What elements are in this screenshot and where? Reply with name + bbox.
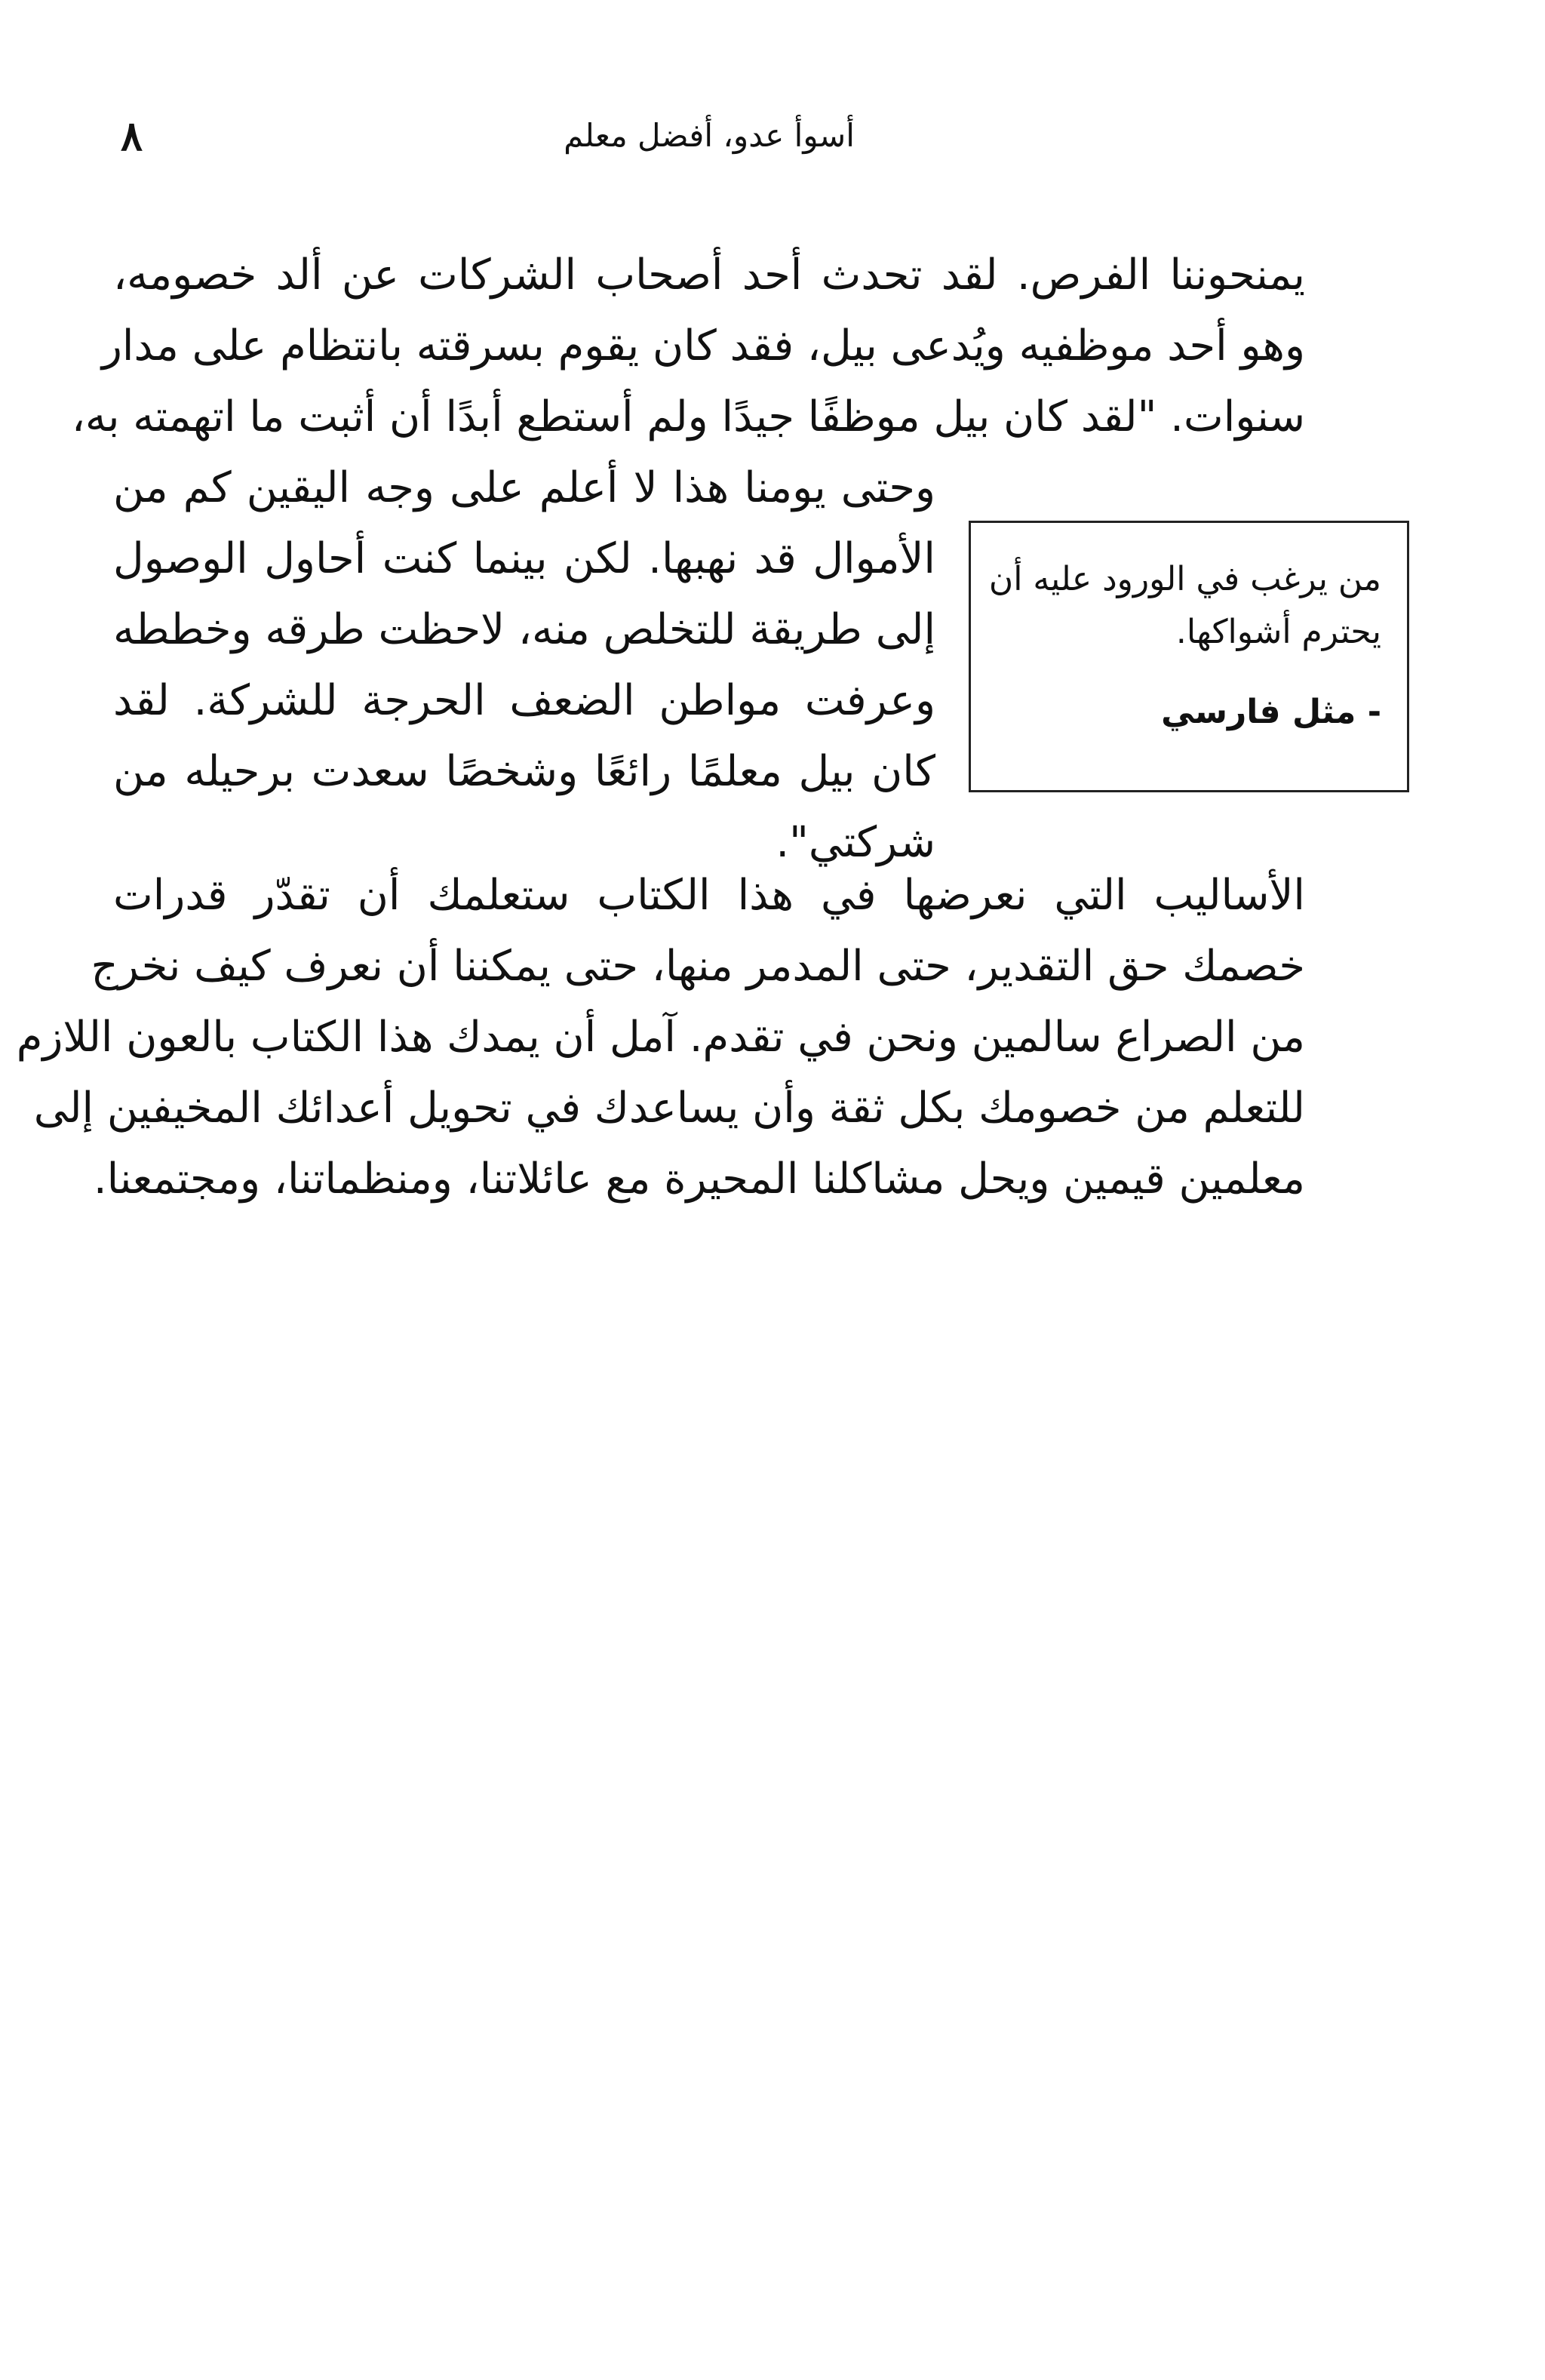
text-line: للتعلم من خصومك بكل ثقة وأن يساعدك في تحويل أعدائك المخيفين إلى: [33, 1084, 1305, 1133]
text-line: شركتي".: [776, 818, 935, 867]
text-line: وحتى يومنا هذا لا أعلم على وجه اليقين كم من: [113, 463, 935, 512]
text-line: سنوات. "لقد كان بيل موظفًا جيدًا ولم أستطع أبدًا أن أثبت ما اتهمته به،: [71, 392, 1305, 441]
epigraph-source: - مثل فارسي: [1161, 693, 1381, 731]
text-line: الأموال قد نهبها. لكن بينما كنت أحاول الوصول: [113, 534, 935, 583]
epigraph-box: [969, 521, 1409, 792]
text-line: إلى طريقة للتخلص منه، لاحظت طرقه وخططه: [113, 605, 935, 654]
text-line: يمنحوننا الفرص. لقد تحدث أحد أصحاب الشركات عن ألد خصومه،: [113, 251, 1305, 300]
epigraph-line: من يرغب في الورود عليه أن: [988, 560, 1381, 598]
paragraph-2: [113, 453, 935, 878]
text-line: معلمين قيمين ويحل مشاكلنا المحيرة مع عائلاتنا، ومنظماتنا، ومجتمعنا.: [93, 1155, 1305, 1204]
page-number: ٨: [121, 112, 143, 160]
paragraph-3: [16, 860, 1305, 1215]
paragraph-1: [71, 240, 1305, 453]
text-line: من الصراع سالمين ونحن في تقدم. آمل أن يمدك هذا الكتاب بالعون اللازم: [16, 1013, 1305, 1062]
text-line: كان بيل معلمًا رائعًا وشخصًا سعدت برحيله من: [113, 747, 935, 796]
text-line: وهو أحد موظفيه ويُدعى بيل، فقد كان يقوم بسرقته بانتظام على مدار: [101, 321, 1305, 371]
text-line: وعرفت مواطن الضعف الحرجة للشركة. لقد: [113, 676, 935, 725]
epigraph-line: يحترم أشواكها.: [1175, 613, 1381, 651]
running-title: أسوأ عدو، أفضل معلم: [564, 117, 855, 154]
text-line: خصمك حق التقدير، حتى المدمر منها، حتى يمكننا أن نعرف كيف نخرج: [91, 942, 1305, 991]
page-header: [113, 106, 1305, 174]
text-line: الأساليب التي نعرضها في هذا الكتاب ستعلمك أن تقدّر قدرات: [113, 871, 1305, 920]
